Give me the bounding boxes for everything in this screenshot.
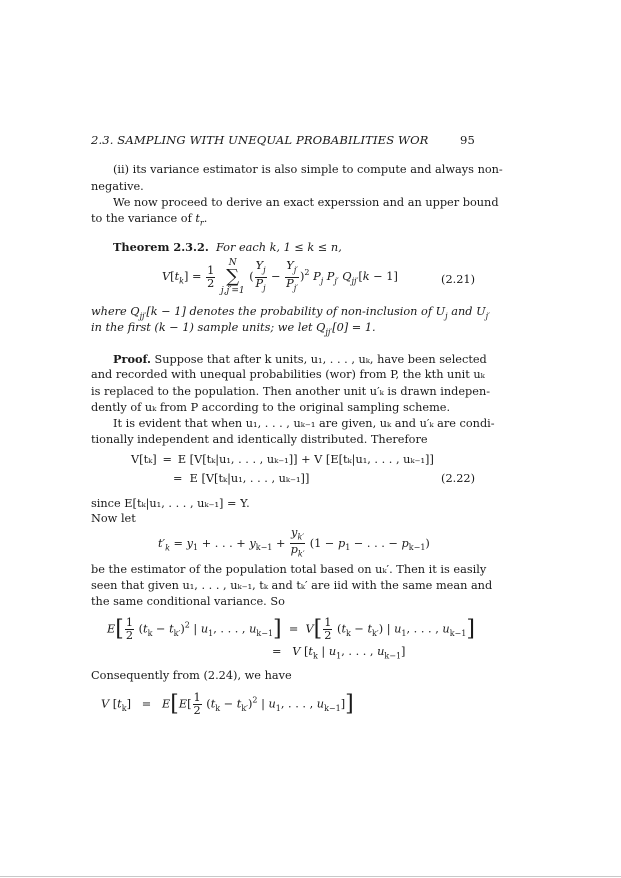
theorem-where-line2: in the first (k − 1) sample units; we let $Q_{jj'}[0] = 1$. xyxy=(91,321,376,337)
proof-label: Proof. xyxy=(113,352,151,366)
after-def-line3: the same conditional variance. So xyxy=(91,595,285,608)
proof-line4: dently of uₖ from P according to the original sampling scheme. xyxy=(91,401,451,414)
after-def-line2: seen that given u₁, . . . , uₖ₋₁, tₖ and tₖ′ are iid with the same mean and xyxy=(91,579,493,592)
eq-number-2-21: (2.21) xyxy=(441,273,475,286)
now-let-line: Now let xyxy=(91,512,136,525)
equation-tk-prime: $t'_k = y_1$ + . . . + $y_{k-1}$ + $\frac{y_{k'}}{p_{k'}}$ ($1 - p_1$ − . . . − $p_{k-1}$) xyxy=(158,526,430,559)
equation-e-v-line2: = V [$t_k$ | $u_1$, . . . , $u_{k-1}$] xyxy=(272,645,406,661)
proof-line5: It is evident that when u₁, . . . , uₖ₋₁ are given, uₖ and u′ₖ are condi- xyxy=(113,417,495,430)
equation-e-v-line1: E[ $\frac{1}{2}$ $(t_k - t_{k'})^2$ | $u_1$, . . . , $u_{k-1}] = V$[ $\frac{1}{2}$ $(t_k - t_{k'})$ | $u_1$, . . . , $u_{k-1}$] xyxy=(107,616,475,642)
proof-line2: and recorded with unequal probabilities (wor) from P, the kth unit uₖ xyxy=(91,368,485,381)
equation-2-21: $V[t_k]$ = $\frac{1}{2}$ N ∑ j,j′=1 ( $\frac{Y_j}{P_j}$ − $\frac{Y_{j'}}{P_{j'}}$ )$^2$ $P_j$ $P_{j'}$ $Q_{jj'}[k - 1]$ xyxy=(162,258,398,296)
page-bottom-rule xyxy=(0,876,621,877)
para1-line4: to the variance of $t_r$. xyxy=(91,212,208,228)
para1-line1: (ii) its variance estimator is also simple to compute and always non- xyxy=(113,163,503,176)
proof-line6: tionally independent and identically distributed. Therefore xyxy=(91,433,428,446)
theorem-statement: For each k, 1 ≤ k ≤ n, xyxy=(215,241,342,254)
since-line: since E[tₖ|u₁, . . . , uₖ₋₁] = Y. xyxy=(91,497,250,510)
para1-line3: We now proceed to derive an exact experssion and an upper bound xyxy=(113,196,499,209)
after-def-line1: be the estimator of the population total based on uₖ′. Then it is easily xyxy=(91,563,487,576)
running-title: 2.3. SAMPLING WITH UNEQUAL PROBABILITIES WOR xyxy=(91,133,429,147)
para1-line2: negative. xyxy=(91,180,144,193)
equation-2-22-line1: V[tₖ] = E [V[tₖ|u₁, . . . , uₖ₋₁]] + V [E[tₖ|u₁, . . . , uₖ₋₁]] xyxy=(131,453,434,466)
proof-line1: Proof. Suppose that after k units, u₁, . . . , uₖ, have been selected xyxy=(113,352,487,366)
running-header xyxy=(91,133,475,147)
equation-final: V $[t_k] = E[E$[ $\frac{1}{2}$ $(t_k - t_{k'})^2$ | $u_1$, . . . , $u_{k-1}$]] xyxy=(101,691,354,717)
theorem-line xyxy=(113,240,342,255)
proof-line3: is replaced to the population. Then another unit u′ₖ is drawn indepen- xyxy=(91,385,491,398)
equation-2-22-line2: = E [V[tₖ|u₁, . . . , uₖ₋₁]] xyxy=(173,472,310,485)
page-number: 95 xyxy=(460,133,475,147)
eq-number-2-22: (2.22) xyxy=(441,472,475,485)
consequently-line: Consequently from (2.24), we have xyxy=(91,669,292,682)
theorem-where-line1: where $Q_{jj'}[k - 1]$ denotes the probability of non-inclusion of $U_j$ and $U_{j'}$ xyxy=(91,305,490,321)
theorem-label: Theorem 2.3.2. xyxy=(113,240,209,254)
